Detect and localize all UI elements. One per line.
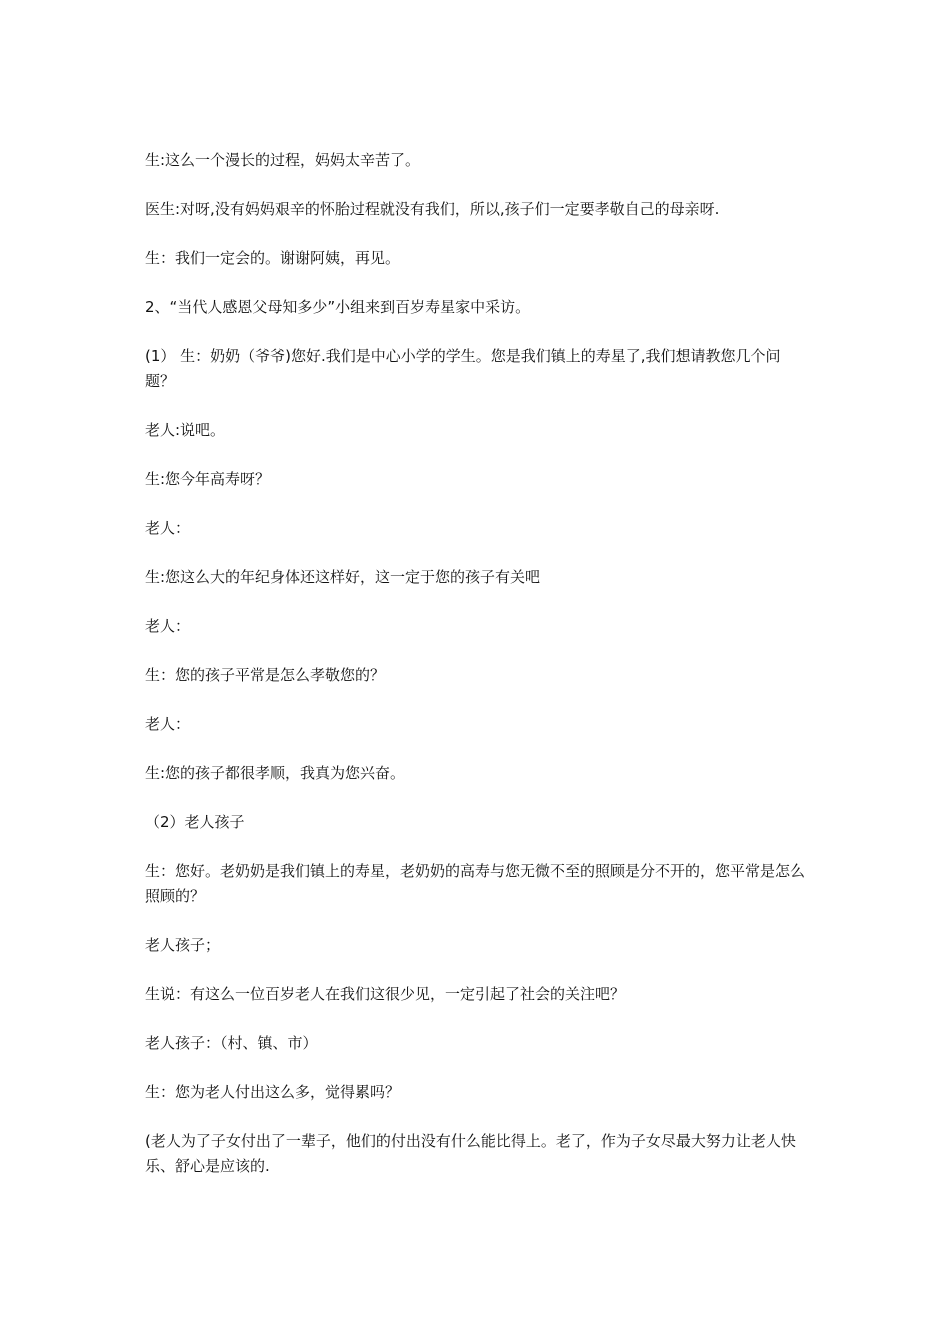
paragraph-11: 生：您的孩子平常是怎么孝敬您的？ bbox=[145, 666, 386, 684]
paragraph-18: 老人孩子：（村、镇、市） bbox=[145, 1034, 318, 1052]
paragraph-4: 2、“当代人感恩父母知多少”小组来到百岁寿星家中采访。 bbox=[145, 298, 531, 316]
paragraph-13: 生:您的孩子都很孝顺，我真为您兴奋。 bbox=[145, 764, 406, 782]
paragraph-7: 生:您今年高寿呀？ bbox=[145, 470, 271, 488]
paragraph-8: 老人： bbox=[145, 519, 191, 537]
paragraph-12: 老人： bbox=[145, 715, 191, 733]
paragraph-10: 老人： bbox=[145, 617, 191, 635]
paragraph-15: 生：您好。老奶奶是我们镇上的寿星，老奶奶的高寿与您无微不至的照顾是分不开的，您平常是怎么照顾的？ bbox=[145, 862, 806, 905]
paragraph-19: 生：您为老人付出这么多，觉得累吗？ bbox=[145, 1083, 401, 1101]
paragraph-6: 老人:说吧。 bbox=[145, 421, 226, 439]
paragraph-16: 老人孩子； bbox=[145, 936, 221, 954]
paragraph-14: （2）老人孩子 bbox=[145, 813, 245, 831]
document-body bbox=[145, 148, 810, 1203]
paragraph-20: (老人为了子女付出了一辈子，他们的付出没有什么能比得上。老了，作为子女尽最大努力让老人快乐、舒心是应该的. bbox=[145, 1132, 796, 1175]
paragraph-1: 生:这么一个漫长的过程，妈妈太辛苦了。 bbox=[145, 151, 421, 169]
paragraph-2: 医生:对呀,没有妈妈艰辛的怀胎过程就没有我们，所以,孩子们一定要孝敬自己的母亲呀. bbox=[145, 200, 720, 218]
paragraph-9: 生:您这么大的年纪身体还这样好，这一定于您的孩子有关吧 bbox=[145, 568, 541, 586]
paragraph-17: 生说：有这么一位百岁老人在我们这很少见，一定引起了社会的关注吧？ bbox=[145, 985, 626, 1003]
paragraph-3: 生：我们一定会的。谢谢阿姨，再见。 bbox=[145, 249, 401, 267]
paragraph-5: (1） 生：奶奶（爷爷)您好.我们是中心小学的学生。您是我们镇上的寿星了,我们想请教您几个问题？ bbox=[145, 347, 781, 390]
